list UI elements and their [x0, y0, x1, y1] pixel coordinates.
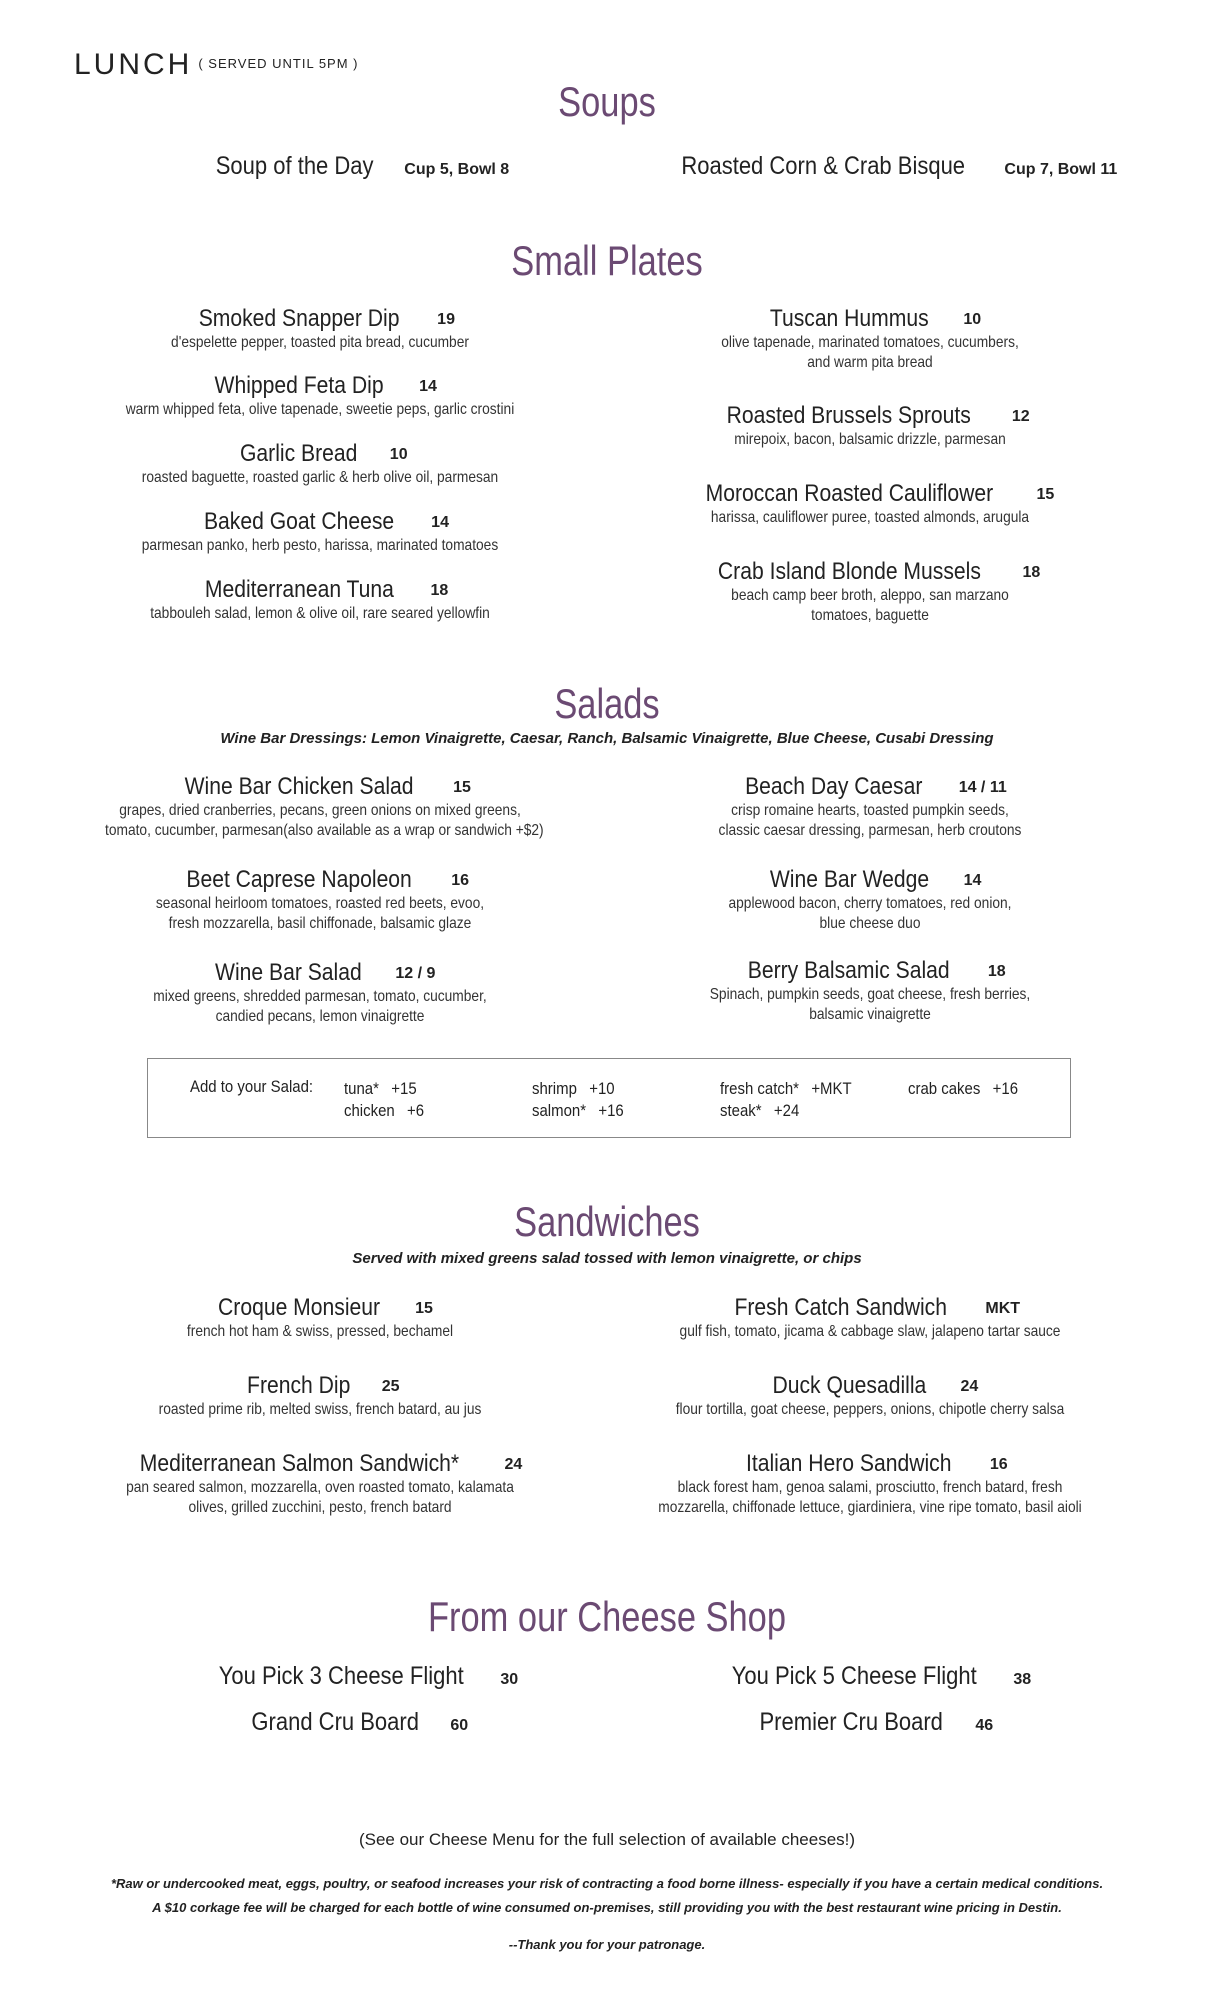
- addon-price: +10: [589, 1079, 615, 1098]
- item-name: Crab Island Blonde Mussels: [717, 558, 981, 585]
- item-price: 19: [437, 311, 455, 328]
- item-name: You Pick 3 Cheese Flight: [218, 1662, 464, 1690]
- addon-name: chicken: [344, 1101, 395, 1120]
- salad-addons-label: Add to your Salad:: [190, 1077, 314, 1096]
- menu-item-soup-of-the-day: [205, 152, 509, 181]
- addon-name: crab cakes: [908, 1079, 981, 1098]
- addon-name: tuna*: [344, 1079, 379, 1098]
- item-price: 14: [963, 872, 982, 889]
- item-description: harissa, cauliflower puree, toasted almonds, arugula: [710, 509, 1030, 526]
- item-description: flour tortilla, goat cheese, peppers, onions, chipotle cherry salsa: [675, 1401, 1065, 1418]
- menu-item: [620, 1450, 1120, 1518]
- menu-item: [70, 959, 570, 1027]
- item-price: 16: [989, 1456, 1008, 1473]
- item-price: Cup 7, Bowl 11: [1004, 161, 1118, 178]
- menu-item: [70, 1294, 570, 1342]
- item-price: 18: [430, 582, 449, 599]
- item-price: 15: [415, 1300, 433, 1317]
- item-price: 38: [1013, 1671, 1032, 1688]
- item-description: gulf fish, tomato, jicama & cabbage slaw, jalapeno tartar sauce: [679, 1323, 1061, 1340]
- item-price: 12 / 9: [395, 965, 436, 982]
- section-title-soups: Soups: [558, 78, 656, 125]
- item-description: mixed greens, shredded parmesan, tomato, cucumber,: [153, 988, 487, 1005]
- thank-you-note: --Thank you for your patronage.: [508, 1937, 706, 1952]
- item-description: beach camp beer broth, aleppo, san marzano: [731, 587, 1009, 604]
- salad-addons-box: [147, 1058, 1071, 1138]
- menu-item: [620, 305, 1120, 373]
- menu-item: [70, 773, 570, 841]
- item-name: French Dip: [247, 1372, 351, 1399]
- item-description: candied pecans, lemon vinaigrette: [215, 1008, 425, 1025]
- item-description: classic caesar dressing, parmesan, herb croutons: [718, 822, 1022, 839]
- item-name: Whipped Feta Dip: [214, 372, 384, 399]
- item-description: d'espelette pepper, toasted pita bread, cucumber: [171, 334, 469, 351]
- addon-item: [532, 1079, 615, 1099]
- item-price: 18: [1022, 564, 1041, 581]
- salad-dressings-note: Wine Bar Dressings: Lemon Vinaigrette, Caesar, Ranch, Balsamic Vinaigrette, Blue Cheese, Cusabi Dressing: [220, 730, 994, 747]
- item-price: 18: [987, 963, 1006, 980]
- item-price: 16: [451, 872, 469, 889]
- item-price: 46: [975, 1717, 994, 1734]
- item-price: 24: [504, 1456, 523, 1473]
- item-description: roasted prime rib, melted swiss, french batard, au jus: [158, 1401, 482, 1418]
- section-title-cheese-shop: From our Cheese Shop: [428, 1593, 786, 1640]
- menu-item: [620, 1372, 1120, 1420]
- menu-subtitle: ( SERVED UNTIL 5PM ): [198, 56, 359, 71]
- item-name: Smoked Snapper Dip: [198, 305, 400, 332]
- section-title-salads: Salads: [554, 680, 660, 727]
- item-description: fresh mozzarella, basil chiffonade, balsamic glaze: [168, 915, 472, 932]
- addon-price: +16: [598, 1101, 624, 1120]
- menu-item: [70, 440, 570, 488]
- menu-item: [70, 305, 570, 353]
- addon-name: steak*: [720, 1101, 762, 1120]
- menu-item: [620, 480, 1120, 528]
- menu-item: [240, 1708, 468, 1737]
- item-description: warm whipped feta, olive tapenade, sweetie peps, garlic crostini: [125, 401, 515, 418]
- menu-item: [70, 1450, 570, 1518]
- item-description: tabbouleh salad, lemon & olive oil, rare seared yellowfin: [150, 605, 490, 622]
- menu-item: [620, 773, 1120, 841]
- addon-item: [720, 1101, 799, 1121]
- menu-item: [202, 1662, 518, 1691]
- addon-price: +16: [992, 1079, 1019, 1098]
- cheese-menu-note: (See our Cheese Menu for the full selection of available cheeses!): [358, 1830, 856, 1849]
- item-description: seasonal heirloom tomatoes, roasted red beets, evoo,: [155, 895, 485, 912]
- item-price: 14 / 11: [958, 779, 1007, 796]
- item-description: crisp romaine hearts, toasted pumpkin seeds,: [731, 802, 1009, 819]
- menu-item: [70, 576, 570, 624]
- menu-item: [747, 1708, 993, 1737]
- menu-item: [70, 508, 570, 556]
- item-name: Beach Day Caesar: [745, 773, 923, 800]
- item-price: 15: [453, 779, 471, 796]
- item-name: Soup of the Day: [215, 152, 374, 180]
- item-price: 14: [419, 378, 437, 395]
- menu-item-roasted-corn-crab-bisque: [662, 152, 1117, 181]
- item-name: Roasted Brussels Sprouts: [727, 402, 972, 429]
- item-description: blue cheese duo: [819, 915, 921, 932]
- menu-item: [620, 957, 1120, 1025]
- item-name: Moroccan Roasted Cauliflower: [705, 480, 993, 507]
- menu-header: [74, 48, 359, 82]
- item-price: 12: [1011, 408, 1030, 425]
- item-name: Tuscan Hummus: [769, 305, 929, 332]
- addon-item: [532, 1101, 624, 1121]
- item-price: 10: [963, 311, 982, 328]
- corkage-note: A $10 corkage fee will be charged for each bottle of wine consumed on-premises, still providing you with the best restaurant wine pricing in Destin.: [152, 1900, 1062, 1915]
- menu-item: [620, 1294, 1120, 1342]
- item-name: Italian Hero Sandwich: [746, 1450, 952, 1477]
- menu-item: [620, 402, 1120, 450]
- item-description: applewood bacon, cherry tomatoes, red onion,: [728, 895, 1012, 912]
- item-description: black forest ham, genoa salami, prosciutto, french batard, fresh: [677, 1479, 1063, 1496]
- addon-price: +15: [391, 1079, 417, 1098]
- menu-item: [620, 558, 1120, 626]
- item-name: Garlic Bread: [240, 440, 358, 467]
- addon-name: fresh catch*: [720, 1079, 799, 1098]
- item-name: Mediterranean Salmon Sandwich*: [139, 1450, 459, 1477]
- item-description: french hot ham & swiss, pressed, bechamel: [186, 1323, 454, 1340]
- addon-price: +6: [407, 1101, 425, 1120]
- section-title-sandwiches: Sandwiches: [514, 1198, 700, 1245]
- item-price: Cup 5, Bowl 8: [404, 161, 510, 178]
- item-description: tomatoes, baguette: [811, 607, 929, 624]
- item-name: You Pick 5 Cheese Flight: [731, 1662, 977, 1690]
- item-price: 15: [1036, 486, 1055, 503]
- item-description: roasted baguette, roasted garlic & herb olive oil, parmesan: [141, 469, 499, 486]
- item-description: pan seared salmon, mozzarella, oven roasted tomato, kalamata: [126, 1479, 514, 1496]
- health-disclaimer: *Raw or undercooked meat, eggs, poultry, or seafood increases your risk of contracting a food borne illness- especially if you have a certain medical conditions.: [110, 1876, 1104, 1891]
- menu-item: [70, 866, 570, 934]
- menu-item: [70, 372, 570, 420]
- item-name: Fresh Catch Sandwich: [734, 1294, 947, 1321]
- addon-item: [908, 1079, 1018, 1099]
- item-description: mirepoix, bacon, balsamic drizzle, parmesan: [734, 431, 1006, 448]
- item-name: Beet Caprese Napoleon: [186, 866, 412, 893]
- menu-title: LUNCH: [74, 48, 193, 81]
- item-price: 10: [389, 446, 408, 463]
- item-price: 30: [500, 1671, 519, 1688]
- addon-item: [344, 1079, 417, 1099]
- item-price: 14: [431, 514, 449, 531]
- item-description: Spinach, pumpkin seeds, goat cheese, fresh berries,: [709, 986, 1031, 1003]
- item-name: Croque Monsieur: [218, 1294, 381, 1321]
- item-name: Duck Quesadilla: [772, 1372, 926, 1399]
- item-description: grapes, dried cranberries, pecans, green onions on mixed greens,: [119, 802, 521, 819]
- item-description: parmesan panko, herb pesto, harissa, marinated tomatoes: [141, 537, 499, 554]
- item-description: and warm pita bread: [807, 354, 933, 371]
- item-price: 25: [381, 1378, 400, 1395]
- item-description: mozzarella, chiffonade lettuce, giardiniera, vine ripe tomato, basil aioli: [658, 1499, 1082, 1516]
- item-price: 24: [960, 1378, 979, 1395]
- addon-price: +24: [773, 1101, 800, 1120]
- item-name: Wine Bar Salad: [214, 959, 362, 986]
- menu-item: [620, 866, 1120, 934]
- item-price: 60: [450, 1717, 469, 1734]
- item-name: Wine Bar Chicken Salad: [184, 773, 414, 800]
- menu-item: [715, 1662, 1031, 1691]
- section-title-small-plates: Small Plates: [511, 237, 703, 284]
- item-name: Grand Cru Board: [251, 1708, 419, 1736]
- sandwiches-note: Served with mixed greens salad tossed with lemon vinaigrette, or chips: [352, 1250, 862, 1267]
- addon-name: shrimp: [532, 1079, 577, 1098]
- item-name: Roasted Corn & Crab Bisque: [681, 152, 966, 180]
- item-description: tomato, cucumber, parmesan(also available as a wrap or sandwich +$2): [105, 822, 544, 839]
- item-name: Wine Bar Wedge: [769, 866, 929, 893]
- addon-price: +MKT: [811, 1079, 852, 1098]
- addon-item: [720, 1079, 852, 1099]
- item-description: balsamic vinaigrette: [809, 1006, 931, 1023]
- item-name: Mediterranean Tuna: [204, 576, 394, 603]
- item-price: MKT: [985, 1300, 1021, 1317]
- item-description: olives, grilled zucchini, pesto, french batard: [188, 1499, 452, 1516]
- addon-item: [344, 1101, 424, 1121]
- item-description: olive tapenade, marinated tomatoes, cucumbers,: [721, 334, 1019, 351]
- item-name: Berry Balsamic Salad: [748, 957, 951, 984]
- item-name: Premier Cru Board: [759, 1708, 943, 1736]
- menu-item: [70, 1372, 570, 1420]
- addon-name: salmon*: [532, 1101, 587, 1120]
- item-name: Baked Goat Cheese: [203, 508, 395, 535]
